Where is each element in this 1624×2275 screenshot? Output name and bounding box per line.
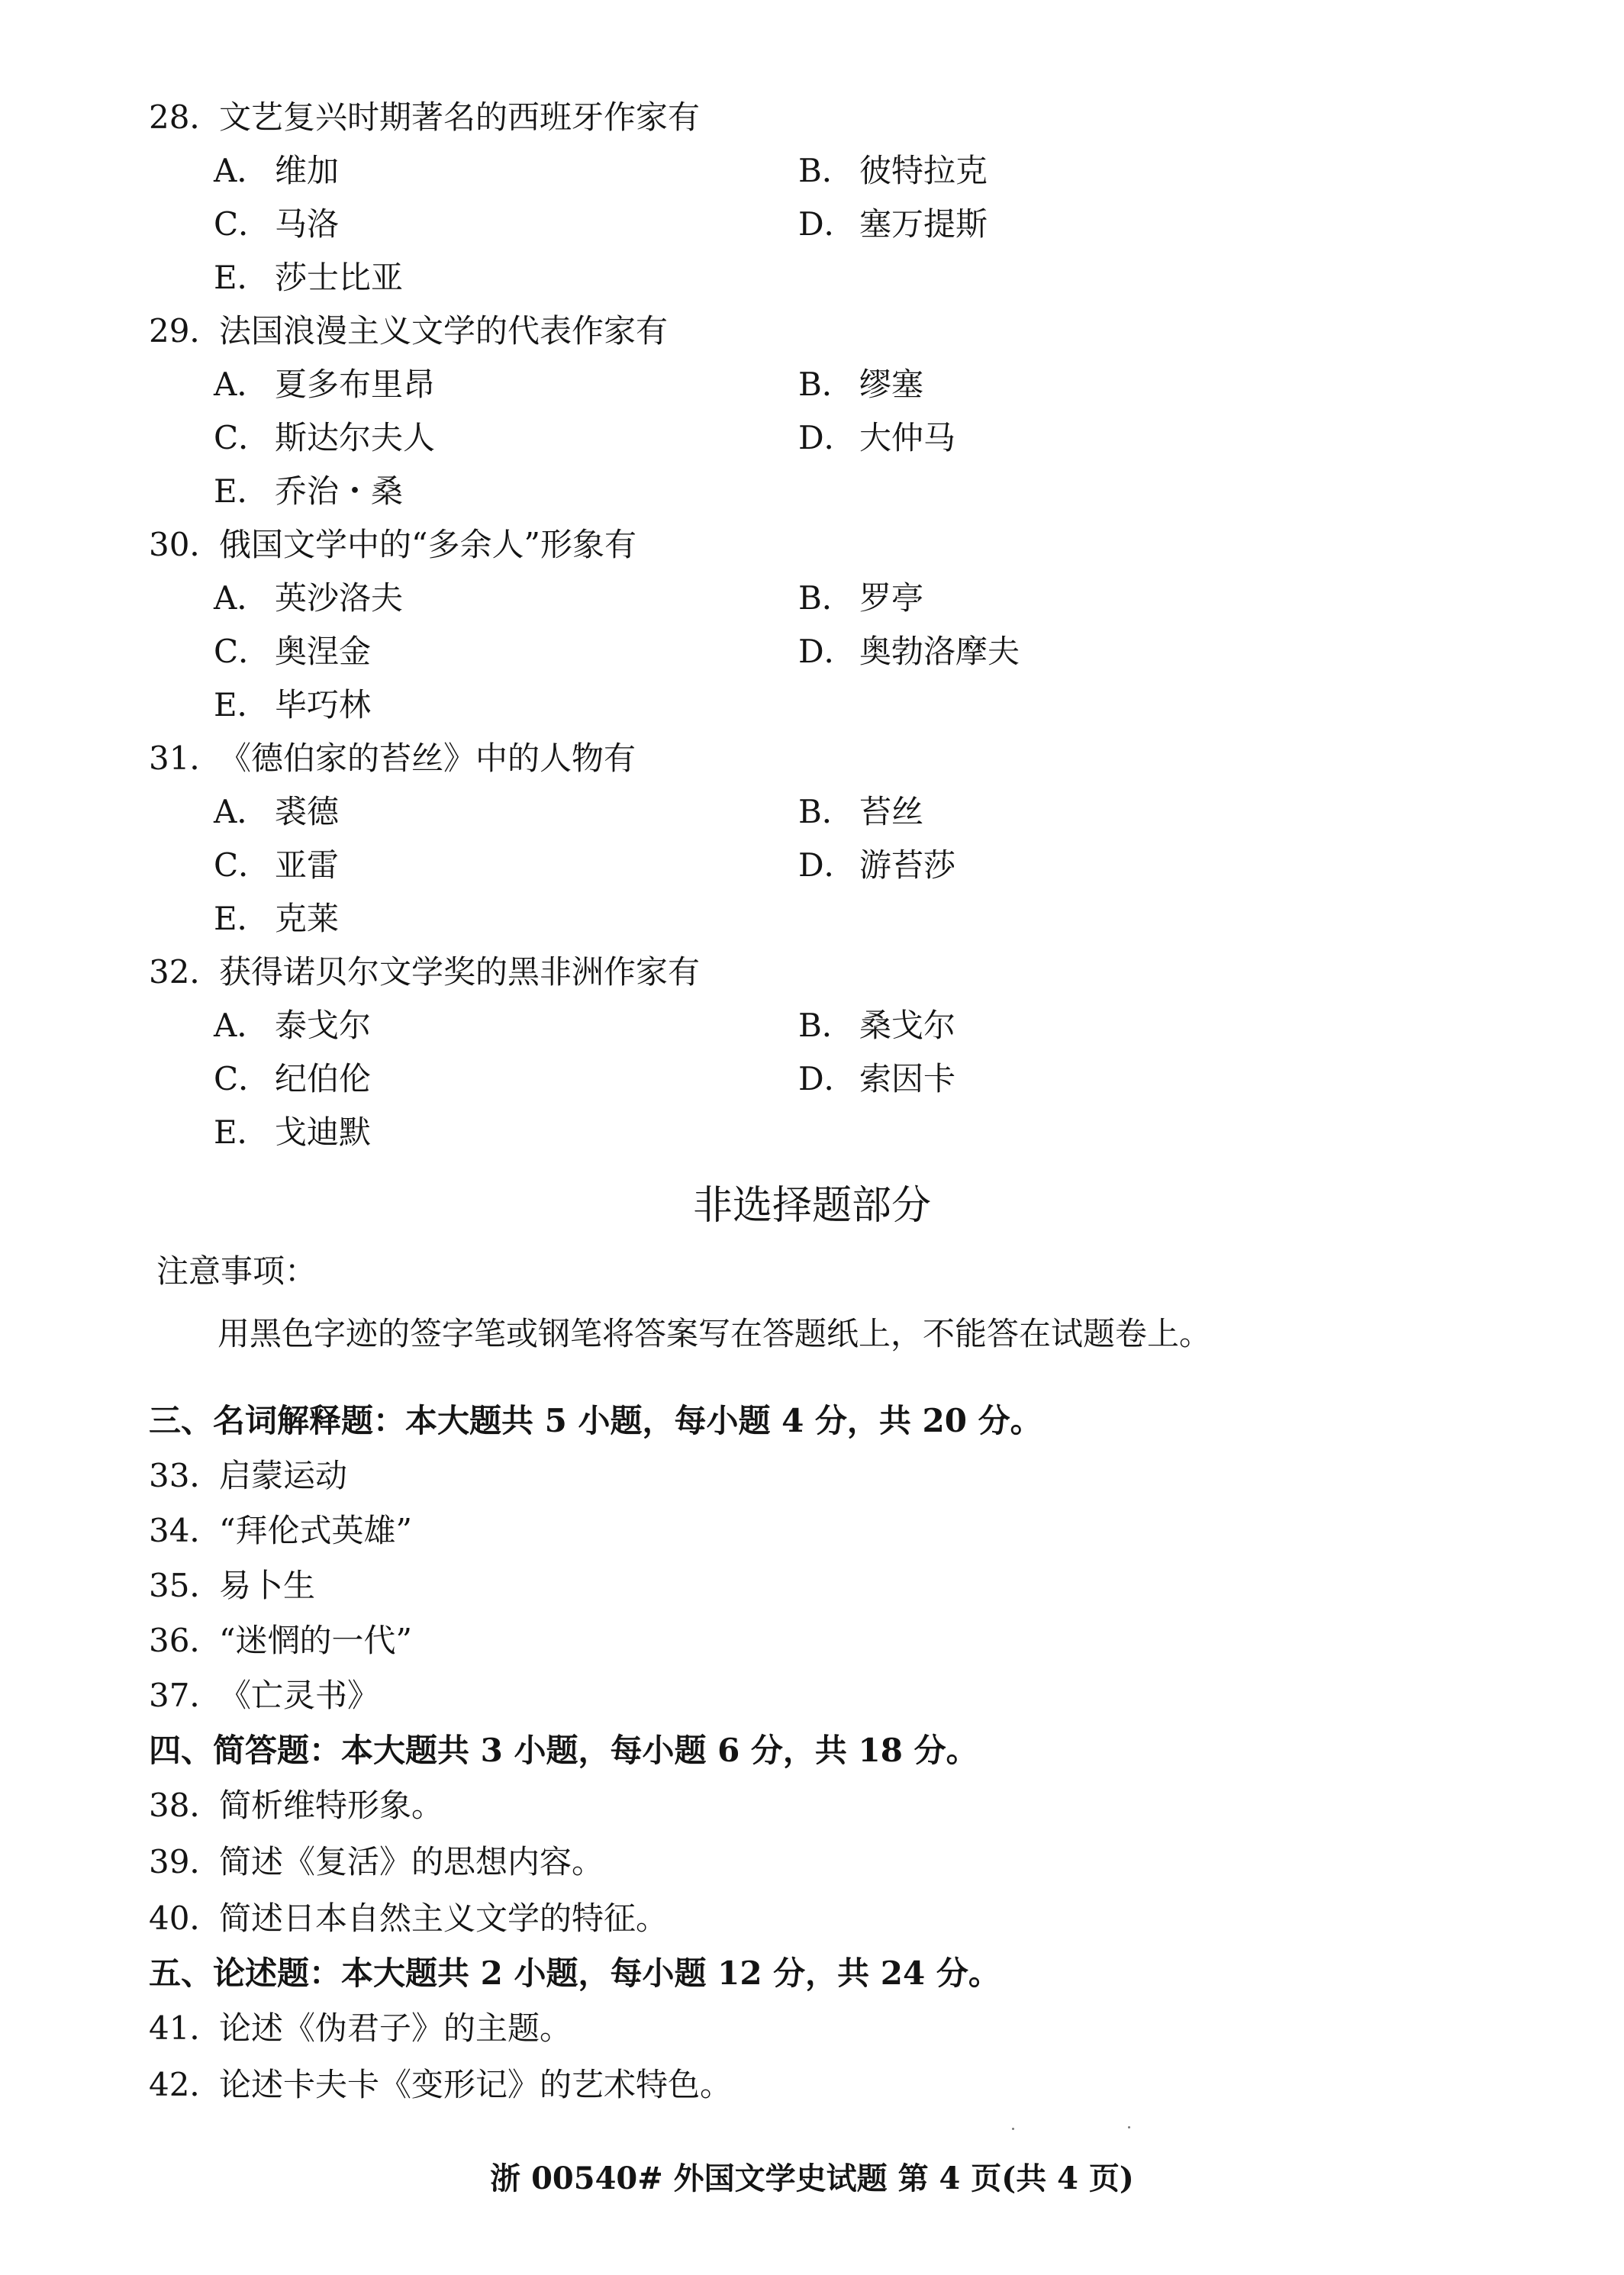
option-30-c: C． 奥涅金: [214, 633, 372, 670]
section-4-heading: 四、简答题：本大题共 3 小题，每小题 6 分，共 18 分。: [149, 1732, 978, 1769]
question-30: [149, 525, 636, 565]
question-29: [149, 311, 668, 351]
question-31: [149, 739, 636, 778]
question-text: 文艺复兴时期著名的西班牙作家有: [219, 98, 701, 136]
question-32: [149, 952, 700, 992]
section-5-heading: 五、论述题：本大题共 2 小题，每小题 12 分，共 24 分。: [149, 1954, 1000, 1992]
option-32-e: E． 戈迪默: [214, 1113, 372, 1151]
option-32-c: C． 纪伯伦: [214, 1060, 372, 1097]
question-number: 28．: [149, 98, 222, 136]
page-footer: 浙 00540# 外国文学史试题 第 4 页(共 4 页): [490, 2161, 1134, 2196]
option-30-b: B． 罗亭: [798, 579, 924, 617]
option-30-e: E． 毕巧林: [214, 686, 372, 723]
part-title: 非选择题部分: [692, 1183, 931, 1229]
option-31-d: D． 游苔莎: [798, 846, 956, 884]
question-number: 31．: [149, 740, 222, 777]
notice-text: 用黑色字迹的签字笔或钢笔将答案写在答题纸上，不能答在试题卷上。: [218, 1315, 1212, 1352]
scan-speck: [1012, 2128, 1014, 2130]
option-31-a: A． 裘德: [214, 793, 340, 830]
section-3-heading: 三、名词解释题：本大题共 5 小题，每小题 4 分，共 20 分。: [149, 1402, 1042, 1439]
question-number: 29．: [149, 312, 222, 350]
option-32-d: D． 索因卡: [798, 1060, 956, 1097]
option-29-b: B． 缪塞: [798, 366, 924, 403]
question-34: 34．“拜伦式英雄”: [149, 1512, 412, 1549]
option-30-a: A． 英沙洛夫: [214, 579, 404, 617]
option-28-c: C． 马洛: [214, 205, 340, 243]
option-29-a: A． 夏多布里昂: [214, 366, 436, 403]
option-31-b: B． 苔丝: [798, 793, 924, 830]
option-28-a: A． 维加: [214, 152, 340, 189]
question-37: 37．《亡灵书》: [149, 1677, 380, 1714]
scan-speck: [1128, 2126, 1130, 2128]
option-29-d: D． 大仲马: [798, 419, 956, 456]
question-number: 32．: [149, 953, 222, 991]
question-39: 39．简述《复活》的思想内容。: [149, 1843, 604, 1880]
question-text: 俄国文学中的“多余人”形象有: [219, 526, 636, 563]
option-31-c: C． 亚雷: [214, 846, 340, 884]
option-28-d: D． 塞万提斯: [798, 205, 988, 243]
notice-label: 注意事项：: [156, 1252, 317, 1290]
option-32-b: B． 桑戈尔: [798, 1007, 956, 1044]
option-30-d: D． 奥勃洛摩夫: [798, 633, 1020, 670]
question-33: 33．启蒙运动: [149, 1457, 348, 1494]
question-40: 40．简述日本自然主义文学的特征。: [149, 1900, 669, 1937]
question-35: 35．易卜生: [149, 1567, 316, 1604]
option-32-a: A． 泰戈尔: [214, 1007, 372, 1044]
option-29-e: E． 乔治・桑: [214, 472, 404, 510]
question-text: 《德伯家的苔丝》中的人物有: [219, 740, 636, 777]
option-31-e: E． 克莱: [214, 900, 340, 937]
option-28-e: E． 莎士比亚: [214, 259, 404, 296]
option-28-b: B． 彼特拉克: [798, 152, 988, 189]
question-text: 法国浪漫主义文学的代表作家有: [219, 312, 669, 350]
question-text: 获得诺贝尔文学奖的黑非洲作家有: [219, 953, 701, 991]
question-36: 36．“迷惘的一代”: [149, 1622, 412, 1659]
question-38: 38．简析维特形象。: [149, 1787, 444, 1824]
question-28: [149, 98, 700, 137]
option-29-c: C． 斯达尔夫人: [214, 419, 436, 456]
question-42: 42．论述卡夫卡《变形记》的艺术特色。: [149, 2066, 733, 2103]
question-number: 30．: [149, 526, 222, 563]
question-41: 41．论述《伪君子》的主题。: [149, 2009, 572, 2047]
